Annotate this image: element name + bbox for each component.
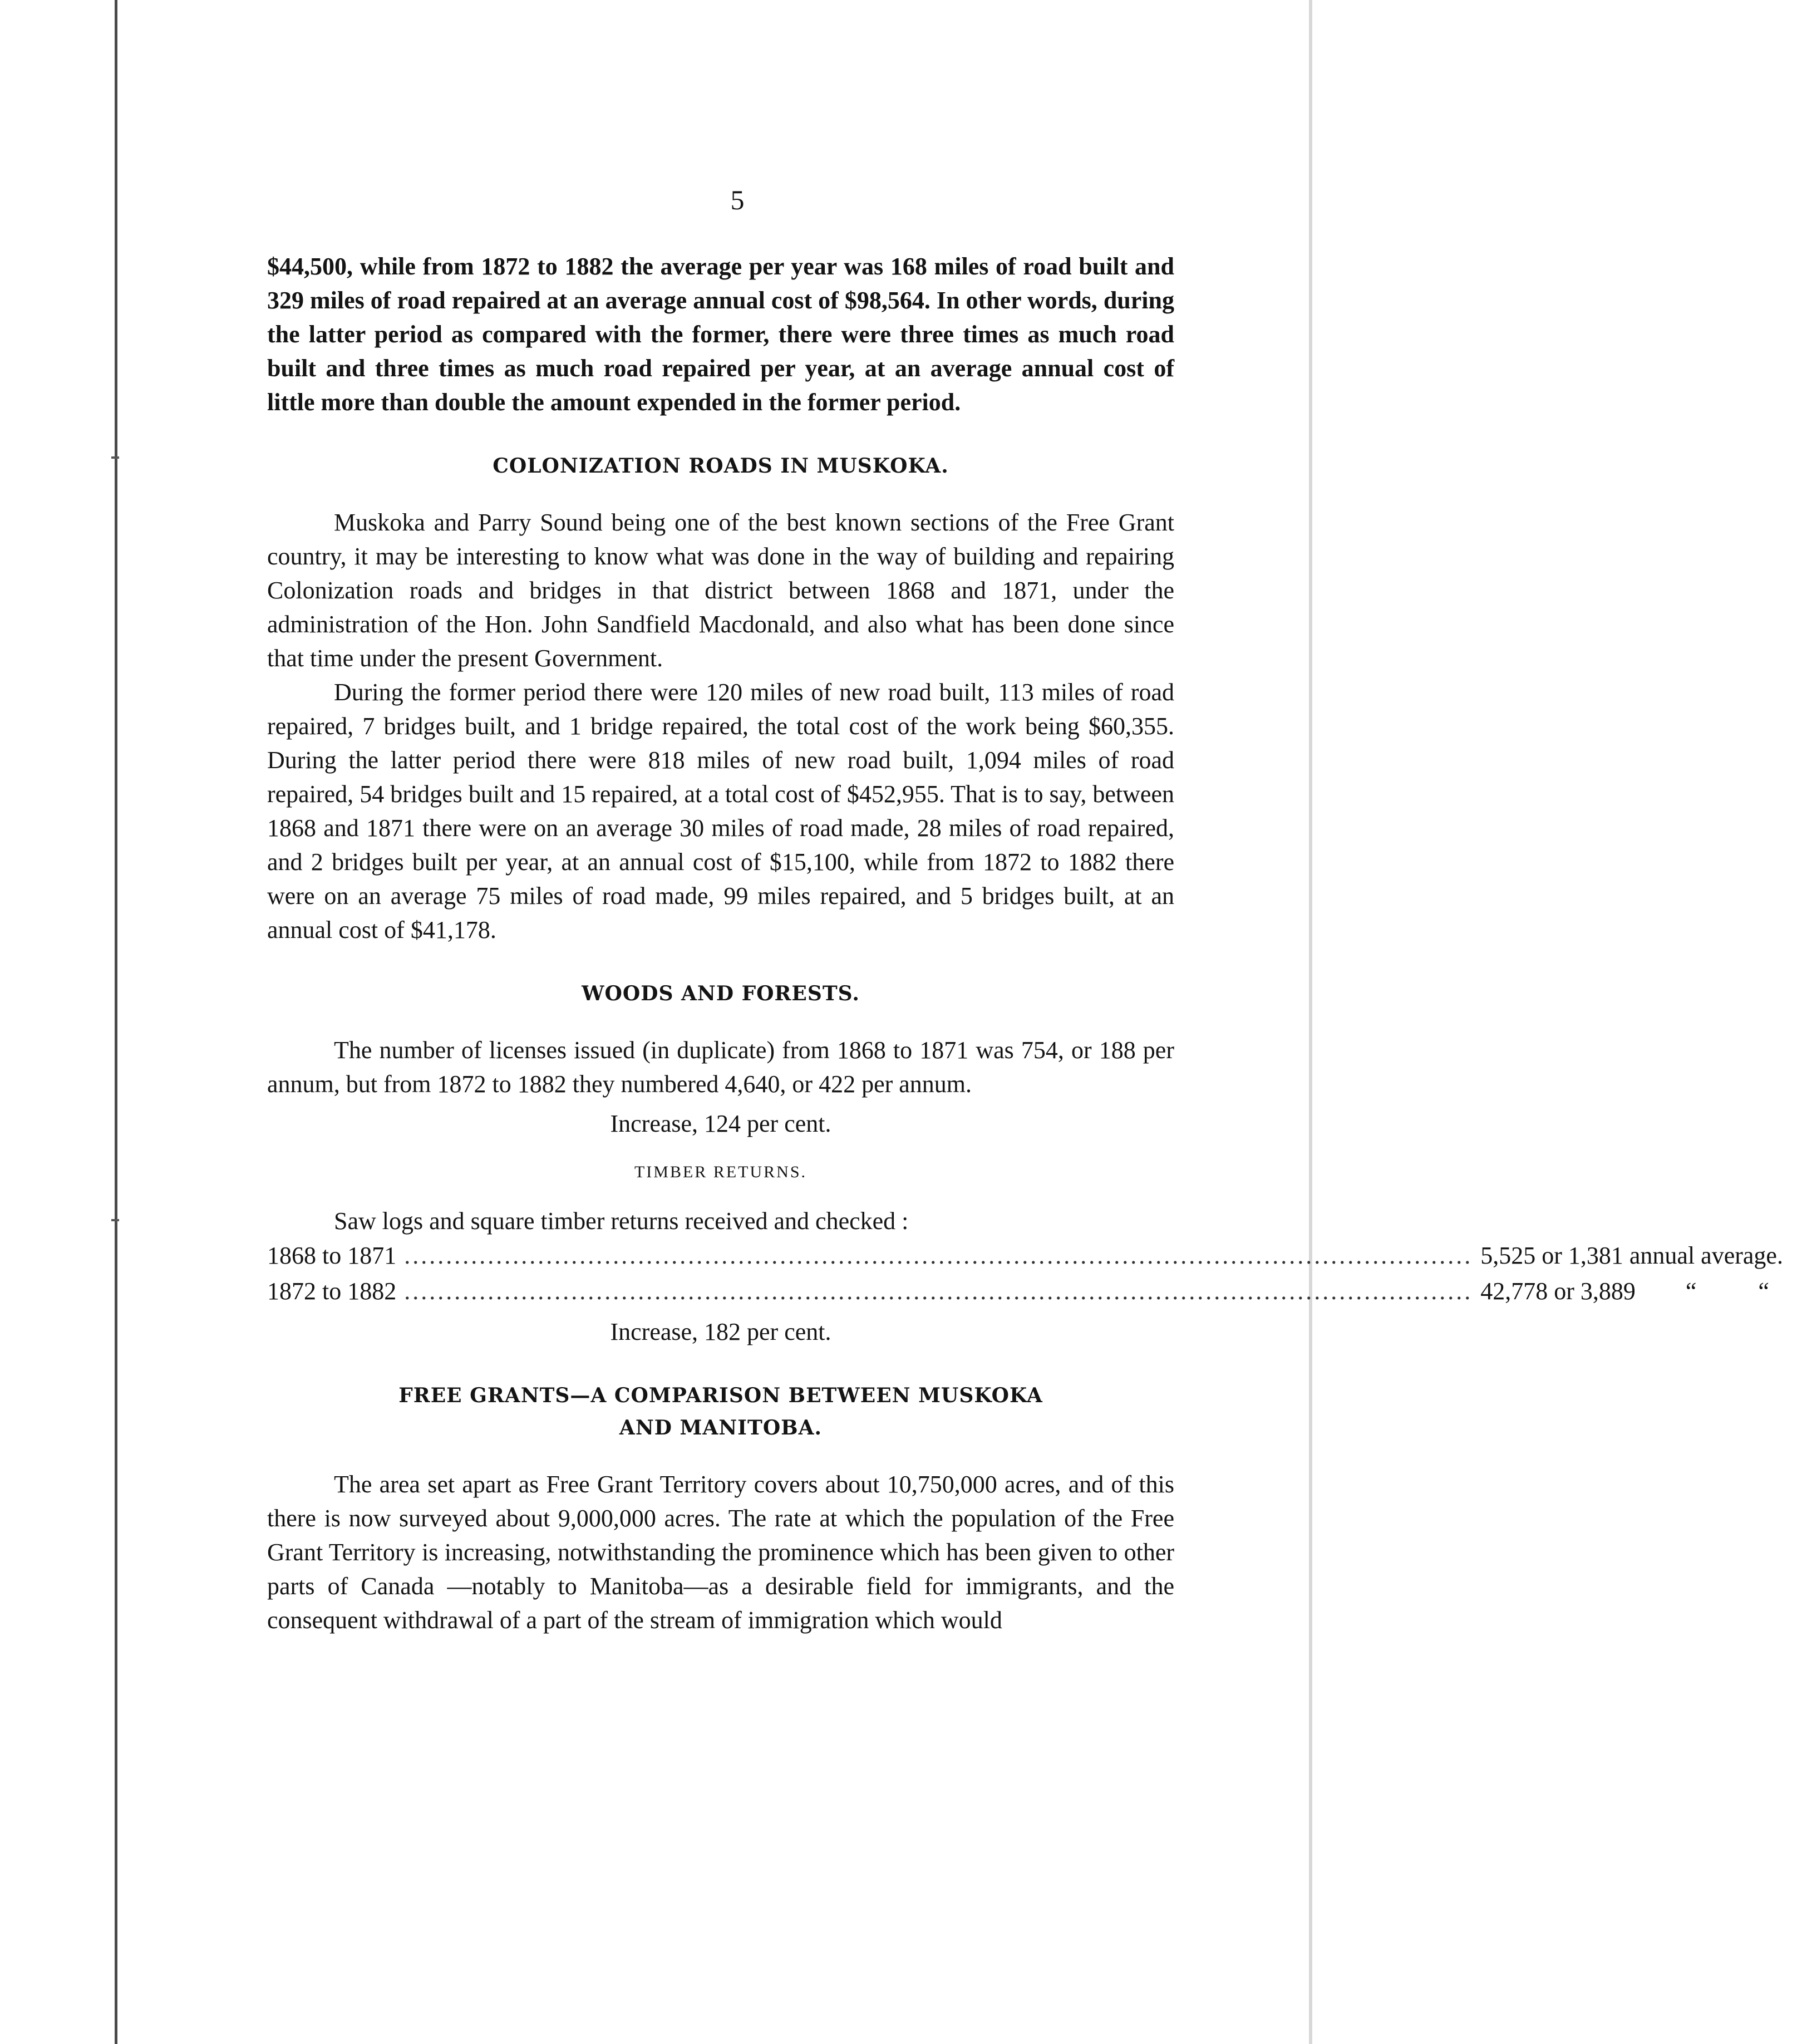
licenses-increase-line: Increase, 124 per cent. — [610, 1110, 831, 1137]
timber-returns-heading: TIMBER RETURNS. — [634, 1163, 808, 1181]
leader-dots: ................................................................................................................................ — [404, 1242, 1473, 1269]
leader-dots: ................................................................................................................................ — [404, 1278, 1473, 1305]
section-colonization-roads — [267, 450, 1174, 947]
free-grants-heading-line-1: FREE GRANTS—A COMPARISON BETWEEN MUSKOKA — [398, 1384, 1043, 1407]
timber-value: 5,525 or 1,381 annual average. — [1480, 1242, 1783, 1269]
section-heading-colonization: COLONIZATION ROADS IN MUSKOKA. — [493, 454, 949, 478]
timber-period: 1868 to 1871 — [267, 1242, 397, 1269]
binding-mark — [111, 456, 119, 459]
page-binding-edge — [115, 0, 117, 2044]
timber-increase-line: Increase, 182 per cent. — [610, 1318, 831, 1345]
timber-row — [267, 1274, 1797, 1309]
timber-period: 1872 to 1882 — [267, 1278, 397, 1305]
section-woods-forests — [267, 977, 1797, 1349]
ditto-marks: “ “ — [1685, 1278, 1797, 1305]
colonization-paragraph-2: During the former period there were 120 miles of new road built, 113 miles of road repaired, 7 bridges built, and 1 bridge repaired, the total cost of the work being $60,355. During the latter period there were 818 miles of new road built, 1,094 miles of road repaired, 54 bridges built and 15 repaired, at a total cost of $452,955. That is to say, between 1868 and 1871 there were on an average 30 miles of road made, 28 miles of road repaired, and 2 bridges built per year, at an annual cost of $15,100, while from 1872 to 1882 there were on an average 75 miles of road made, 99 miles repaired, and 5 bridges built, at an annual cost of $41,178. — [267, 679, 1174, 944]
section-free-grants — [267, 1379, 1174, 1637]
woods-paragraph: The number of licenses issued (in duplicate) from 1868 to 1871 was 754, or 188 per annum, but from 1872 to 1882 they numbered 4,640, or 422 per annum. — [267, 1036, 1174, 1098]
document-page — [267, 184, 1797, 1637]
page-number: 5 — [730, 184, 745, 215]
timber-row — [267, 1238, 1783, 1274]
section-heading-woods: WOODS AND FORESTS. — [582, 982, 860, 1005]
binding-mark — [111, 1219, 119, 1221]
page-right-edge — [1309, 0, 1312, 2044]
intro-paragraph: $44,500, while from 1872 to 1882 the average per year was 168 miles of road built and 329 miles of road repaired at an average annual cost of $98,564. In other words, during the latter period as compared with the former, there were three times as much road built and three times as much road repaired per year, at an average annual cost of little more than double the amount expended in the former period. — [267, 253, 1174, 416]
timber-intro: Saw logs and square timber returns received and checked : — [334, 1207, 909, 1235]
section-heading-free-grants — [267, 1379, 1174, 1444]
timber-value: 42,778 or 3,889 — [1480, 1278, 1636, 1305]
free-grants-paragraph: The area set apart as Free Grant Territory covers about 10,750,000 acres, and of this there is now surveyed about 9,000,000 acres. The rate at which the population of the Free Grant Territory is increasing, notwithstanding the prominence which has been given to other parts of Canada —notably to Manitoba—as a desirable field for immigrants, and the consequent withdrawal of a part of the stream of immigration which would — [267, 1471, 1174, 1634]
colonization-paragraph-1: Muskoka and Parry Sound being one of the best known sections of the Free Grant country, it may be interesting to know what was done in the way of building and repairing Colonization roads and bridges in that district between 1868 and 1871, under the administration of the Hon. John Sandfield Macdonald, and also what has been done since that time under the present Government. — [267, 509, 1174, 672]
free-grants-heading-line-2: AND MANITOBA. — [619, 1416, 823, 1439]
